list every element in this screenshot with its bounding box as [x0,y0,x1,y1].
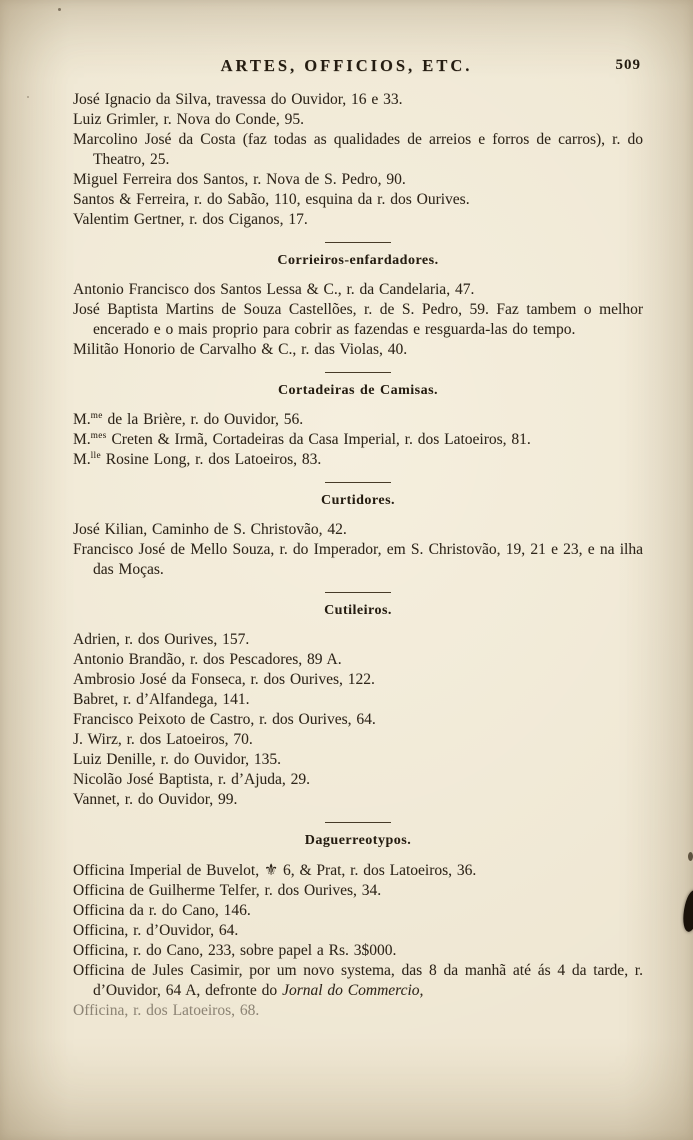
directory-section [73,242,643,360]
entry-text: Santos & Ferreira, r. do Sabão, 110, esquina da r. dos Ourives. [73,191,470,208]
entry-text: mes [90,430,107,441]
entry-text: lle [90,450,101,461]
entry-text: José Kilian, Caminho de S. Christovão, 42. [73,521,347,538]
directory-section [73,592,643,810]
section-heading: Corrieiros-enfardadores. [277,253,439,268]
directory-section [73,482,643,580]
directory-entry [73,921,643,941]
entry-text: Vannet, r. do Ouvidor, 99. [73,791,238,808]
running-head-title: ARTES, OFFICIOS, ETC. [220,56,473,75]
directory-entry [73,210,643,230]
entry-text: M. [73,411,91,428]
entry-text: Nicolão José Baptista, r. d’Ajuda, 29. [73,771,311,788]
entry-text: Militão Honorio de Carvalho & C., r. das Violas, 40. [73,341,408,358]
directory-entry [73,790,643,810]
entry-text: Marcolino José da Costa (faz todas as qualidades de arreios e forros de carros), r. do Theatro, 25. [73,131,643,168]
entry-text: 6, & Prat, r. dos Latoeiros, 36. [278,862,477,879]
section-divider [325,372,391,373]
entry-text: de la Brière, r. do Ouvidor, 56. [102,411,304,428]
directory-entry [73,280,643,300]
directory-entry [73,901,643,921]
entry-text: J. Wirz, r. dos Latoeiros, 70. [73,731,253,748]
entry-text: Francisco José de Mello Souza, r. do Imperador, em S. Christovão, 19, 21 e 23, e na ilha das Moças. [73,541,643,578]
ink-mark [688,852,693,861]
entry-text: Jornal do Commercio, [282,982,424,999]
directory-entry [73,90,643,110]
entry-text: José Ignacio da Silva, travessa do Ouvidor, 16 e 33. [73,91,403,108]
entry-text: Officina, r. do Cano, 233, sobre papel a Rs. 3$000. [73,942,397,959]
section-heading: Cutileiros. [324,603,392,618]
entry-text: Officina de Jules Casimir, por um novo systema, das 8 da manhã até ás 4 da tarde, r. d’Ouvidor, 64 A, defronte do [73,962,643,999]
fleuron-icon: ⚜ [263,860,279,879]
directory-entry [73,860,643,881]
directory-section [73,90,643,230]
directory-entry [73,190,643,210]
entry-text: Valentim Gertner, r. dos Ciganos, 17. [73,211,308,228]
entry-text: Officina, r. dos Latoeiros, 68. [73,1002,260,1019]
directory-entry [73,520,643,540]
directory-entry [73,961,643,1001]
directory-entry [73,730,643,750]
directory-entry [73,130,643,170]
directory-entry [73,410,643,430]
entry-text: Francisco Peixoto de Castro, r. dos Ourives, 64. [73,711,376,728]
entry-text: M. [73,431,91,448]
directory-entry [73,650,643,670]
entry-text: Antonio Francisco dos Santos Lessa & C., r. da Candelaria, 47. [73,281,475,298]
directory-section [73,372,643,470]
entry-text: M. [73,451,91,468]
section-heading: Cortadeiras de Camisas. [277,383,439,398]
entry-text: Officina da r. do Cano, 146. [73,902,251,919]
directory-entry [73,881,643,901]
directory-entry [73,690,643,710]
directory-entry [73,941,643,961]
directory-entry [73,630,643,650]
directory-entry [73,710,643,730]
entry-text: Miguel Ferreira dos Santos, r. Nova de S. Pedro, 90. [73,171,406,188]
page-number: 509 [615,57,641,73]
entry-text: Ambrosio José da Fonseca, r. dos Ourives, 122. [73,671,375,688]
directory-entry [73,670,643,690]
directory-entry [73,750,643,770]
entry-text: José Baptista Martins de Souza Castellões, r. de S. Pedro, 59. Faz tambem o melhor encerado e o mais proprio para cobrir as fazendas e resguarda-las do tempo. [73,301,643,338]
directory-entry [73,170,643,190]
directory-entry [73,300,643,340]
page-header [0,0,693,76]
entry-text: me [90,410,103,421]
directory-entry [73,540,643,580]
entry-text: Officina de Guilherme Telfer, r. dos Ourives, 34. [73,882,382,899]
directory-entry [73,770,643,790]
entry-text: Luiz Grimler, r. Nova do Conde, 95. [73,111,304,128]
entry-text: Rosine Long, r. dos Latoeiros, 83. [100,451,322,468]
paper-speck [27,96,29,98]
section-heading: Curtidores. [320,493,396,508]
directory-entry [73,340,643,360]
entry-text: Officina, r. d’Ouvidor, 64. [73,922,239,939]
entry-text: Luiz Denille, r. do Ouvidor, 135. [73,751,281,768]
directory-section [73,822,643,1021]
section-divider [325,592,391,593]
entry-text: Adrien, r. dos Ourives, 157. [73,631,250,648]
directory-content [0,76,693,1021]
directory-entry [73,1001,643,1021]
directory-entry [73,450,643,470]
entry-text: Creten & Irmã, Cortadeiras da Casa Imperial, r. dos Latoeiros, 81. [106,431,531,448]
section-divider [325,482,391,483]
entry-text: Babret, r. d’Alfandega, 141. [73,691,250,708]
entry-text: Antonio Brandão, r. dos Pescadores, 89 A. [73,651,342,668]
directory-entry [73,430,643,450]
directory-entry [73,110,643,130]
section-heading: Daguerreotypos. [304,833,412,848]
section-divider [325,242,391,243]
entry-text: Officina Imperial de Buvelot, [73,862,264,879]
section-divider [325,822,391,823]
paper-speck [58,8,61,11]
